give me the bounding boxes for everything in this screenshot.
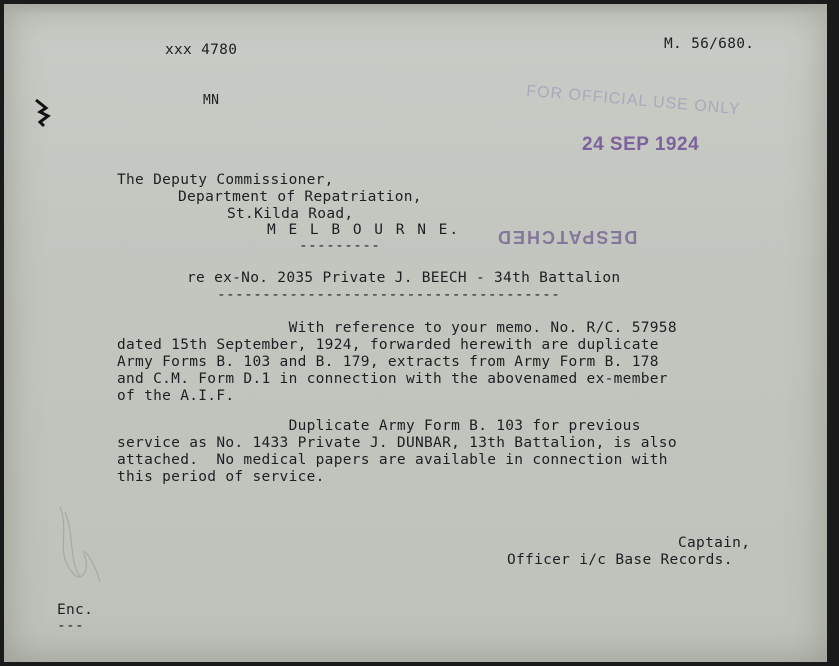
date-stamp: 24 SEP 1924 [582, 134, 700, 155]
enclosure-label: Enc. [57, 602, 94, 618]
subject-line: re ex-No. 2035 Private J. BEECH - 34th Battalion [187, 270, 621, 286]
file-reference-right: M. 56/680. [664, 36, 755, 52]
subject-underline: -------------------------------------- [217, 287, 561, 303]
body-paragraph-2: Duplicate Army Form B. 103 for previous service as No. 1433 Private J. DUNBAR, 13th Battalion, is also attached. No medical papers are available in connection with this period of service. [117, 418, 677, 485]
body-paragraph-1: With reference to your memo. No. R/C. 57958 dated 15th September, 1924, forwarded herewith are duplicate Army Forms B. 103 and B. 179, extracts from Army Form B. 178 and C.M. Form D.1 in connection with the abovenamed ex-member of the A.I.F. [117, 320, 677, 404]
signature-rank: Captain, [678, 535, 751, 551]
despatched-stamp: DESPATCHED [496, 227, 638, 247]
signature-title: Officer i/c Base Records. [507, 552, 733, 568]
address-line-1: The Deputy Commissioner, [117, 172, 334, 188]
punch-hole-mark [32, 96, 52, 128]
official-use-stamp: FOR OFFICIAL USE ONLY [525, 82, 742, 119]
typist-initials: MN [203, 93, 220, 108]
address-line-4: M E L B O U R N E. [267, 222, 461, 238]
address-line-2: Department of Repatriation, [178, 189, 422, 205]
file-reference-left: xxx 4780 [165, 42, 238, 58]
letter-page [4, 4, 827, 662]
pencil-scribble-mark [50, 502, 120, 592]
enclosure-underline: --- [57, 618, 85, 634]
address-line-3: St.Kilda Road, [227, 206, 354, 222]
address-underline: --------- [299, 238, 381, 254]
